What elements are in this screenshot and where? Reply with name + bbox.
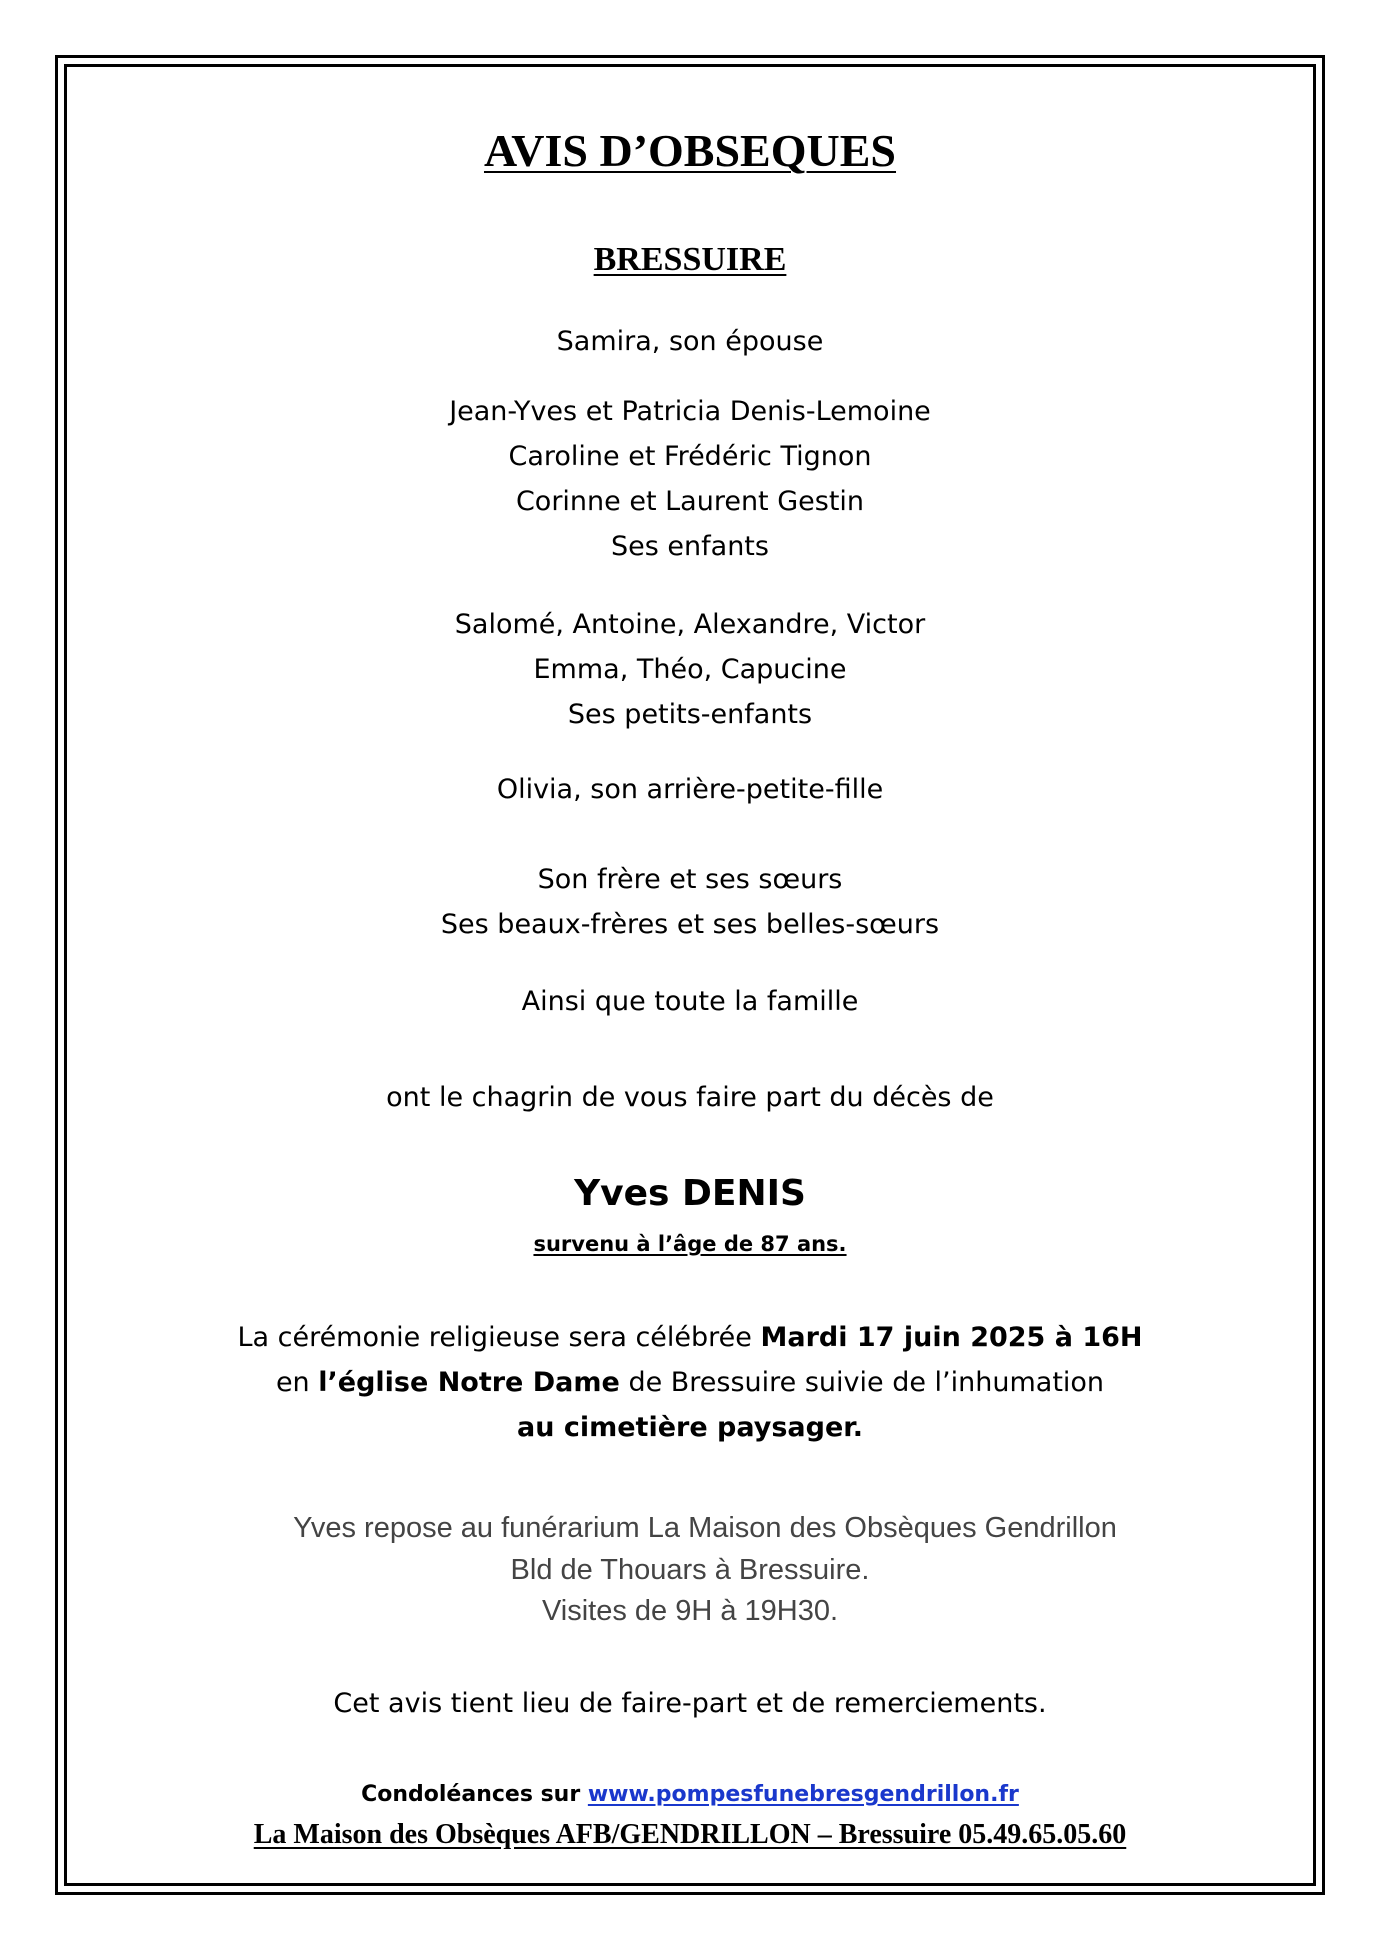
funeral-home-footer: La Maison des Obsèques AFB/GENDRILLON – Bressuire 05.49.65.05.60 (253, 1819, 1127, 1850)
ceremony-text: de Bressuire suivie de l’inhumation (619, 1367, 1105, 1398)
great-grandchild-line: Olivia, son arrière-petite-fille (496, 774, 884, 805)
ceremony-line-2 (67, 1360, 1313, 1405)
notice-title: AVIS D’OBSEQUES (483, 125, 897, 176)
ceremony-date: Mardi 17 juin 2025 à 16H (760, 1322, 1143, 1353)
closing-line: Cet avis tient lieu de faire-part et de remerciements. (333, 1688, 1047, 1719)
age-line: survenu à l’âge de 87 ans. (533, 1232, 847, 1256)
grandchildren-line: Salomé, Antoine, Alexandre, Victor (454, 609, 926, 640)
visitation-line: Yves repose au funérarium La Maison des Obsèques Gendrillon (293, 1512, 1117, 1544)
children-line: Caroline et Frédéric Tignon (508, 441, 872, 472)
spouse-line: Samira, son épouse (556, 326, 824, 357)
grandchildren-line: Emma, Théo, Capucine (533, 654, 847, 685)
family-line: Ainsi que toute la famille (521, 986, 859, 1017)
visitation-line: Visites de 9H à 19H30. (541, 1595, 839, 1627)
children-line: Corinne et Laurent Gestin (515, 486, 865, 517)
siblings-line: Ses beaux-frères et ses belles-sœurs (440, 909, 940, 940)
children-line: Jean-Yves et Patricia Denis-Lemoine (449, 396, 931, 427)
ceremony-prefix: en (275, 1367, 319, 1398)
ceremony-cemetery: au cimetière paysager. (516, 1412, 864, 1443)
condolences-line (67, 1782, 1313, 1807)
visitation-line: Bld de Thouars à Bressuire. (510, 1554, 870, 1586)
announcement-line: ont le chagrin de vous faire part du décès de (386, 1082, 994, 1113)
ceremony-text: La cérémonie religieuse sera célébrée (237, 1322, 761, 1353)
grandchildren-label: Ses petits-enfants (567, 699, 813, 730)
ceremony-line-1 (67, 1315, 1313, 1360)
deceased-name: Yves DENIS (574, 1173, 806, 1214)
city-heading: BRESSUIRE (593, 241, 787, 278)
siblings-line: Son frère et ses sœurs (537, 864, 843, 895)
condolences-label: Condoléances sur (361, 1782, 588, 1807)
children-label: Ses enfants (611, 531, 769, 562)
ceremony-church: l’église Notre Dame (318, 1367, 620, 1398)
condolences-link[interactable]: www.pompesfunebresgendrillon.fr (587, 1782, 1019, 1807)
